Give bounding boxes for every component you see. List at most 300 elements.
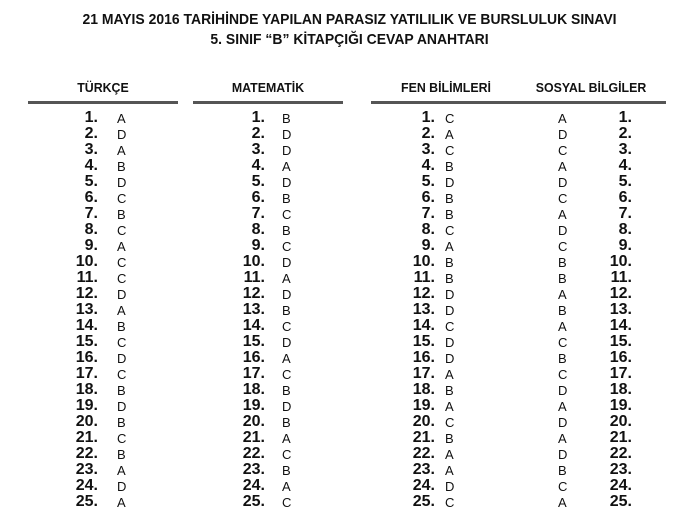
question-number: 19.	[75, 397, 98, 414]
answer-row	[371, 126, 521, 142]
answer-row	[516, 206, 666, 222]
answer-letter: D	[117, 175, 127, 190]
answer-letter: D	[282, 335, 292, 350]
answer-letter: B	[282, 383, 291, 398]
answer-letter: A	[282, 479, 291, 494]
answer-letter: A	[117, 495, 126, 510]
answer-row	[371, 318, 521, 334]
answer-letter: A	[558, 319, 567, 334]
answer-letter: D	[282, 399, 292, 414]
answer-letter: D	[117, 479, 127, 494]
answer-letter: B	[445, 159, 454, 174]
answer-letter: A	[282, 351, 291, 366]
question-number: 9.	[251, 237, 265, 254]
answer-letter: C	[282, 207, 292, 222]
answer-row	[28, 286, 178, 302]
answer-letter: C	[445, 319, 455, 334]
question-number: 25.	[75, 493, 98, 510]
answer-letter: B	[117, 319, 126, 334]
document-subtitle: 5. SINIF “B” KİTAPÇIĞI CEVAP ANAHTARI	[210, 31, 489, 48]
answer-letter: A	[558, 399, 567, 414]
answer-row	[28, 238, 178, 254]
answer-row	[28, 206, 178, 222]
answer-letter: D	[445, 479, 455, 494]
question-number: 16.	[242, 349, 265, 366]
answer-row	[193, 494, 343, 510]
answer-row	[193, 286, 343, 302]
answer-letter: C	[117, 223, 127, 238]
question-number: 5.	[421, 173, 435, 190]
question-number: 24.	[412, 477, 435, 494]
answer-letter: B	[558, 463, 567, 478]
question-number: 1.	[421, 109, 435, 126]
question-number: 10.	[75, 253, 98, 270]
question-number: 19.	[609, 397, 632, 414]
answer-letter: B	[117, 159, 126, 174]
question-number: 9.	[618, 237, 632, 254]
answer-letter: A	[117, 463, 126, 478]
answer-letter: A	[558, 495, 567, 510]
answer-letter: B	[282, 111, 291, 126]
answer-letter: D	[282, 175, 292, 190]
answer-letter: A	[558, 431, 567, 446]
question-number: 11.	[610, 269, 632, 286]
answer-row	[193, 158, 343, 174]
question-number: 14.	[75, 317, 98, 334]
answer-letter: B	[558, 303, 567, 318]
question-number: 5.	[251, 173, 265, 190]
answer-letter: B	[445, 191, 454, 206]
answer-row	[516, 158, 666, 174]
question-number: 12.	[609, 285, 632, 302]
question-number: 7.	[84, 205, 98, 222]
question-number: 8.	[618, 221, 632, 238]
question-number: 18.	[412, 381, 435, 398]
answer-row	[516, 350, 666, 366]
header-divider	[193, 101, 343, 104]
answer-letter: D	[282, 255, 292, 270]
question-number: 5.	[618, 173, 632, 190]
question-number: 18.	[609, 381, 632, 398]
question-number: 8.	[421, 221, 435, 238]
question-number: 24.	[609, 477, 632, 494]
answer-row	[516, 382, 666, 398]
question-number: 20.	[609, 413, 632, 430]
answer-letter: D	[445, 175, 455, 190]
answer-letter: A	[558, 287, 567, 302]
answer-letter: B	[117, 207, 126, 222]
answer-letter: C	[282, 367, 292, 382]
answer-row	[371, 222, 521, 238]
answer-letter: D	[282, 287, 292, 302]
answer-row	[193, 446, 343, 462]
answer-letter: C	[558, 191, 568, 206]
answer-row	[516, 430, 666, 446]
answer-letter: D	[282, 143, 292, 158]
question-number: 16.	[75, 349, 98, 366]
question-number: 1.	[84, 109, 98, 126]
question-number: 12.	[412, 285, 435, 302]
answer-row	[28, 142, 178, 158]
answer-row	[371, 142, 521, 158]
column-header: MATEMATİK	[231, 80, 305, 95]
question-number: 10.	[412, 253, 435, 270]
question-number: 17.	[75, 365, 98, 382]
question-number: 12.	[242, 285, 265, 302]
question-number: 12.	[75, 285, 98, 302]
answer-letter: D	[445, 303, 455, 318]
answer-row	[193, 366, 343, 382]
answer-row	[193, 238, 343, 254]
answer-letter: B	[445, 271, 454, 286]
question-number: 13.	[609, 301, 632, 318]
answer-row	[516, 366, 666, 382]
question-number: 23.	[412, 461, 435, 478]
header-divider	[516, 101, 666, 104]
answer-letter: B	[445, 431, 454, 446]
answer-row	[193, 254, 343, 270]
answer-row	[28, 302, 178, 318]
question-number: 3.	[84, 141, 98, 158]
answer-row	[193, 222, 343, 238]
question-number: 17.	[242, 365, 265, 382]
question-number: 22.	[242, 445, 265, 462]
answer-row	[516, 142, 666, 158]
answer-letter: A	[282, 431, 291, 446]
question-number: 3.	[421, 141, 435, 158]
answer-row	[516, 238, 666, 254]
answer-row	[371, 190, 521, 206]
answer-letter: D	[117, 351, 127, 366]
answer-row	[516, 494, 666, 510]
answer-row	[371, 286, 521, 302]
answer-row	[516, 270, 666, 286]
answer-letter: D	[558, 383, 568, 398]
question-number: 20.	[75, 413, 98, 430]
answer-row	[371, 478, 521, 494]
answer-row	[193, 206, 343, 222]
answer-letter: A	[117, 303, 126, 318]
answer-row	[193, 462, 343, 478]
question-number: 6.	[251, 189, 265, 206]
answer-letter: C	[282, 239, 292, 254]
answer-row	[516, 222, 666, 238]
question-number: 6.	[618, 189, 632, 206]
answer-row	[371, 430, 521, 446]
answer-letter: A	[117, 239, 126, 254]
column-header: FEN BİLİMLERİ	[401, 80, 491, 95]
question-number: 23.	[609, 461, 632, 478]
question-number: 24.	[75, 477, 98, 494]
answer-letter: C	[117, 431, 127, 446]
question-number: 2.	[421, 125, 435, 142]
question-number: 13.	[412, 301, 435, 318]
document-title: 21 MAYIS 2016 TARİHİNDE YAPILAN PARASIZ YATILILIK VE BURSLULUK SINAVI	[82, 11, 617, 28]
answer-letter: A	[282, 159, 291, 174]
answer-letter: D	[445, 335, 455, 350]
answer-letter: B	[558, 255, 567, 270]
answer-row	[371, 206, 521, 222]
question-number: 24.	[242, 477, 265, 494]
answer-row	[516, 174, 666, 190]
answer-letter: C	[117, 367, 127, 382]
question-number: 4.	[84, 157, 98, 174]
answer-row	[516, 334, 666, 350]
question-number: 2.	[84, 125, 98, 142]
answer-row	[516, 478, 666, 494]
question-number: 7.	[251, 205, 265, 222]
question-number: 11.	[76, 269, 98, 286]
answer-row	[516, 302, 666, 318]
answer-letter: A	[558, 207, 567, 222]
question-number: 23.	[75, 461, 98, 478]
answer-row	[28, 222, 178, 238]
answer-letter: C	[445, 495, 455, 510]
question-number: 3.	[251, 141, 265, 158]
answer-letter: D	[558, 127, 568, 142]
answer-row	[516, 398, 666, 414]
question-number: 17.	[609, 365, 632, 382]
question-number: 6.	[421, 189, 435, 206]
answer-letter: B	[117, 383, 126, 398]
question-number: 18.	[242, 381, 265, 398]
question-number: 13.	[242, 301, 265, 318]
answer-column-fen-bilimleri	[371, 78, 521, 510]
answer-row	[371, 334, 521, 350]
answer-row	[193, 350, 343, 366]
answer-letter: B	[558, 351, 567, 366]
answer-row	[28, 366, 178, 382]
answer-letter: A	[558, 111, 567, 126]
answer-letter: A	[558, 159, 567, 174]
question-number: 11.	[243, 269, 265, 286]
answer-letter: C	[282, 447, 292, 462]
answer-letter: C	[558, 143, 568, 158]
header-divider	[371, 101, 521, 104]
question-number: 10.	[609, 253, 632, 270]
answer-letter: B	[282, 191, 291, 206]
answer-row	[516, 126, 666, 142]
answer-letter: D	[445, 351, 455, 366]
answer-letter: B	[558, 271, 567, 286]
question-number: 9.	[421, 237, 435, 254]
question-number: 15.	[75, 333, 98, 350]
question-number: 16.	[609, 349, 632, 366]
question-number: 5.	[84, 173, 98, 190]
question-number: 20.	[412, 413, 435, 430]
answer-row	[371, 446, 521, 462]
answer-letter: D	[117, 287, 127, 302]
question-number: 13.	[75, 301, 98, 318]
answer-row	[28, 190, 178, 206]
answer-letter: B	[117, 447, 126, 462]
answer-row	[193, 270, 343, 286]
answer-row	[371, 382, 521, 398]
answer-row	[193, 110, 343, 126]
answer-row	[28, 270, 178, 286]
question-number: 15.	[412, 333, 435, 350]
answer-letter: D	[558, 415, 568, 430]
question-number: 18.	[75, 381, 98, 398]
question-number: 25.	[412, 493, 435, 510]
question-number: 17.	[412, 365, 435, 382]
answer-letter: C	[445, 111, 455, 126]
answer-letter: A	[445, 367, 454, 382]
answer-letter: C	[445, 223, 455, 238]
answer-row	[516, 446, 666, 462]
answer-row	[371, 158, 521, 174]
answer-row	[28, 462, 178, 478]
answer-row	[193, 334, 343, 350]
answer-row	[193, 142, 343, 158]
answer-row	[371, 414, 521, 430]
answer-letter: C	[117, 335, 127, 350]
answer-row	[28, 430, 178, 446]
answer-letter: C	[282, 495, 292, 510]
answer-letter: C	[445, 415, 455, 430]
answer-row	[371, 350, 521, 366]
answer-row	[516, 286, 666, 302]
answer-row	[193, 414, 343, 430]
answer-row	[28, 254, 178, 270]
answer-letter: D	[117, 127, 127, 142]
question-number: 1.	[251, 109, 265, 126]
question-number: 3.	[618, 141, 632, 158]
answer-row	[371, 398, 521, 414]
answer-row	[371, 302, 521, 318]
answer-row	[28, 414, 178, 430]
answer-row	[193, 478, 343, 494]
question-number: 4.	[251, 157, 265, 174]
answer-letter: B	[445, 207, 454, 222]
answer-column-turkce	[28, 78, 178, 510]
question-number: 19.	[242, 397, 265, 414]
answer-row	[193, 382, 343, 398]
question-number: 21.	[242, 429, 265, 446]
answer-row	[516, 414, 666, 430]
answer-letter: D	[558, 223, 568, 238]
question-number: 9.	[84, 237, 98, 254]
answer-row	[371, 494, 521, 510]
answer-row	[193, 126, 343, 142]
question-number: 16.	[412, 349, 435, 366]
answer-row	[516, 254, 666, 270]
answer-letter: A	[445, 127, 454, 142]
answer-letter: B	[117, 415, 126, 430]
question-number: 7.	[618, 205, 632, 222]
column-header: TÜRKÇE	[77, 80, 129, 95]
answer-row	[193, 318, 343, 334]
question-number: 7.	[421, 205, 435, 222]
answer-letter: D	[558, 175, 568, 190]
answer-row	[193, 430, 343, 446]
answer-row	[28, 318, 178, 334]
answer-letter: A	[445, 447, 454, 462]
answer-letter: C	[445, 143, 455, 158]
answer-column-sosyal-bilgiler	[516, 78, 666, 510]
answer-letter: B	[282, 463, 291, 478]
answer-row	[516, 318, 666, 334]
header-divider	[28, 101, 178, 104]
question-number: 19.	[412, 397, 435, 414]
question-number: 22.	[412, 445, 435, 462]
answer-row	[28, 110, 178, 126]
answer-row	[371, 462, 521, 478]
question-number: 11.	[413, 269, 435, 286]
question-number: 21.	[412, 429, 435, 446]
answer-letter: C	[282, 319, 292, 334]
answer-row	[516, 110, 666, 126]
question-number: 2.	[251, 125, 265, 142]
question-number: 6.	[84, 189, 98, 206]
answer-letter: B	[445, 255, 454, 270]
answer-letter: A	[117, 143, 126, 158]
answer-letter: B	[282, 415, 291, 430]
answer-letter: B	[445, 383, 454, 398]
question-number: 2.	[618, 125, 632, 142]
question-number: 8.	[251, 221, 265, 238]
answer-row	[28, 382, 178, 398]
answer-letter: D	[117, 399, 127, 414]
answer-row	[371, 238, 521, 254]
question-number: 22.	[609, 445, 632, 462]
answer-row	[28, 398, 178, 414]
answer-letter: C	[558, 367, 568, 382]
answer-letter: D	[558, 447, 568, 462]
question-number: 15.	[242, 333, 265, 350]
answer-row	[28, 174, 178, 190]
answer-row	[193, 398, 343, 414]
answer-row	[28, 446, 178, 462]
answer-row	[193, 302, 343, 318]
question-number: 22.	[75, 445, 98, 462]
answer-letter: C	[117, 271, 127, 286]
answer-row	[371, 254, 521, 270]
answer-row	[516, 190, 666, 206]
answer-row	[371, 110, 521, 126]
question-number: 25.	[609, 493, 632, 510]
answer-letter: D	[445, 287, 455, 302]
question-number: 4.	[618, 157, 632, 174]
answer-row	[28, 350, 178, 366]
question-number: 14.	[242, 317, 265, 334]
answer-row	[371, 270, 521, 286]
answer-row	[516, 462, 666, 478]
answer-row	[28, 478, 178, 494]
question-number: 4.	[421, 157, 435, 174]
answer-letter: A	[445, 463, 454, 478]
question-number: 21.	[609, 429, 632, 446]
question-number: 21.	[75, 429, 98, 446]
answer-row	[28, 158, 178, 174]
answer-row	[371, 366, 521, 382]
answer-letter: C	[558, 479, 568, 494]
question-number: 10.	[242, 253, 265, 270]
answer-row	[193, 174, 343, 190]
question-number: 25.	[242, 493, 265, 510]
answer-row	[371, 174, 521, 190]
answer-letter: C	[117, 191, 127, 206]
question-number: 20.	[242, 413, 265, 430]
answer-row	[28, 494, 178, 510]
answer-letter: C	[117, 255, 127, 270]
question-number: 15.	[609, 333, 632, 350]
answer-letter: B	[282, 223, 291, 238]
answer-letter: C	[558, 335, 568, 350]
answer-letter: B	[282, 303, 291, 318]
answer-row	[193, 190, 343, 206]
question-number: 1.	[618, 109, 632, 126]
